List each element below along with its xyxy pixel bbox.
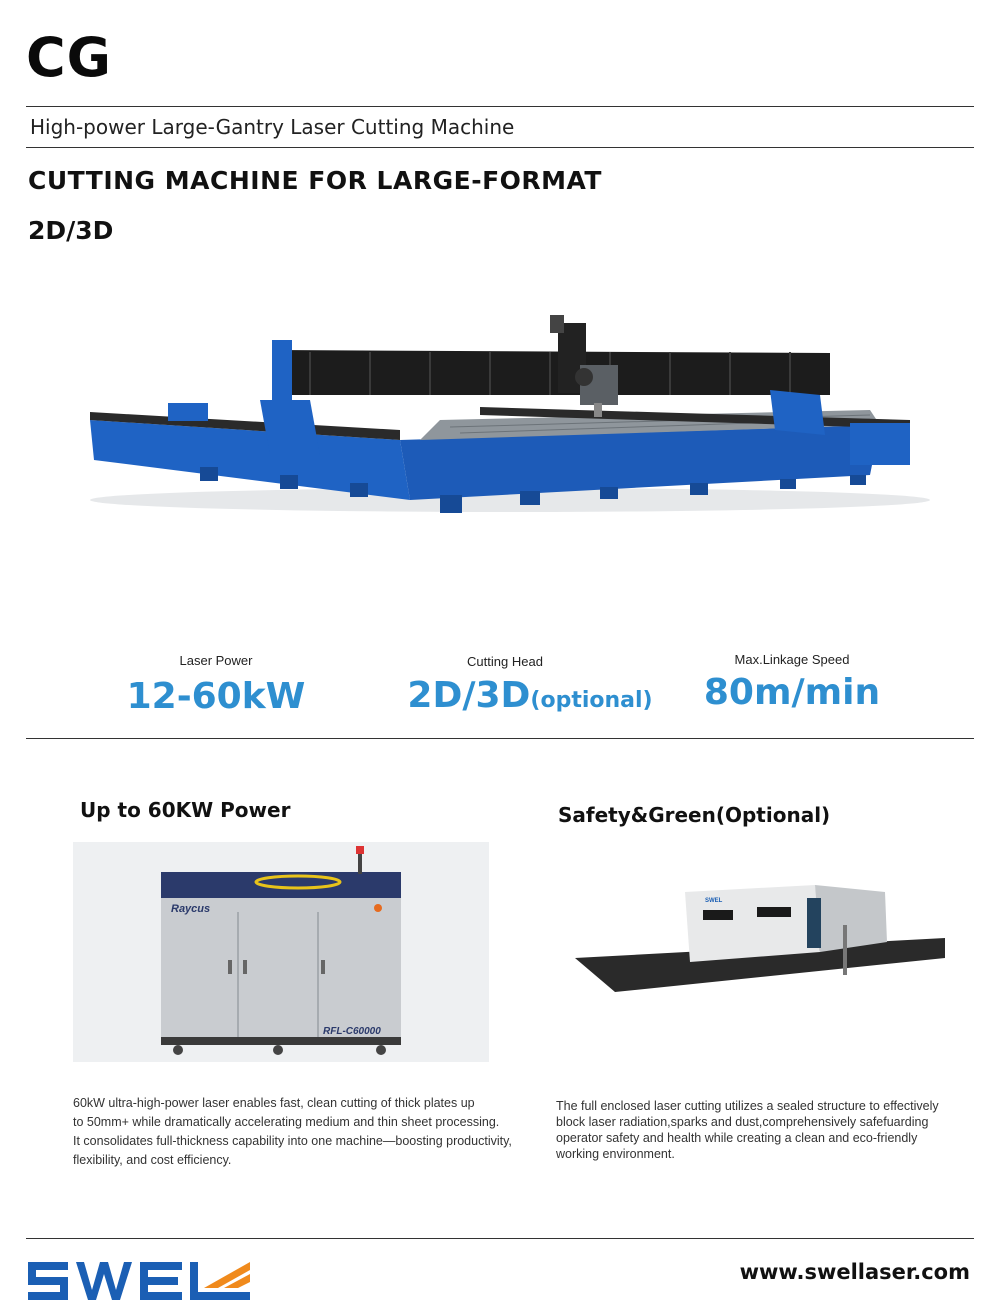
desc-line: to 50mm+ while dramatically accelerating medium and thin sheet processing.: [73, 1115, 500, 1129]
website-url[interactable]: www.swellaser.com: [739, 1260, 970, 1284]
feature-desc-safety: [556, 1098, 976, 1162]
desc-line: working environment.: [556, 1147, 675, 1161]
spec-label-cutting-head: Cutting Head: [467, 654, 543, 669]
desc-line: flexibility, and cost efficiency.: [73, 1153, 232, 1167]
raycus-model-text: RFL-C60000: [323, 1026, 381, 1037]
desc-line: block laser radiation,sparks and dust,comprehensively safefuarding: [556, 1115, 929, 1129]
desc-line: The full enclosed laser cutting utilizes a sealed structure to effectively: [556, 1099, 939, 1113]
spec-label-laser-power: Laser Power: [179, 653, 253, 668]
laser-source-image: [73, 842, 489, 1062]
spec-value-cutting-head-suffix: (optional): [530, 688, 653, 713]
enclosure-brand-text: SWEL: [705, 898, 723, 904]
headline-2d3d: 2D/3D: [28, 216, 114, 245]
spec-label-max-speed: Max.Linkage Speed: [734, 652, 850, 667]
enclosed-cutter-image: [575, 880, 955, 1000]
gantry-machine-image: [80, 315, 930, 525]
product-subtitle: High-power Large-Gantry Laser Cutting Machine: [30, 115, 515, 139]
divider-specs: [26, 738, 974, 739]
desc-line: 60kW ultra-high-power laser enables fast, clean cutting of thick plates up: [73, 1096, 475, 1110]
desc-line: It consolidates full-thickness capability into one machine—boosting productivity,: [73, 1134, 512, 1148]
divider-subtitle: [26, 147, 974, 148]
divider-top: [26, 106, 974, 107]
feature-title-safety: Safety&Green(Optional): [558, 803, 831, 827]
headline: CUTTING MACHINE FOR LARGE-FORMAT: [28, 166, 602, 195]
feature-desc-power: [73, 1094, 513, 1170]
desc-line: operator safety and health while creating a clean and eco-friendly: [556, 1131, 918, 1145]
product-title: CG: [26, 26, 112, 89]
spec-value-cutting-head: 2D/3D(optional): [407, 675, 653, 716]
raycus-brand-text: Raycus: [171, 903, 211, 915]
spec-value-max-speed: 80m/min: [703, 672, 881, 713]
swel-logo: [24, 1258, 256, 1304]
feature-title-power: Up to 60KW Power: [80, 798, 291, 822]
divider-footer: [26, 1238, 974, 1239]
spec-value-laser-power: 12-60kW: [126, 676, 306, 717]
